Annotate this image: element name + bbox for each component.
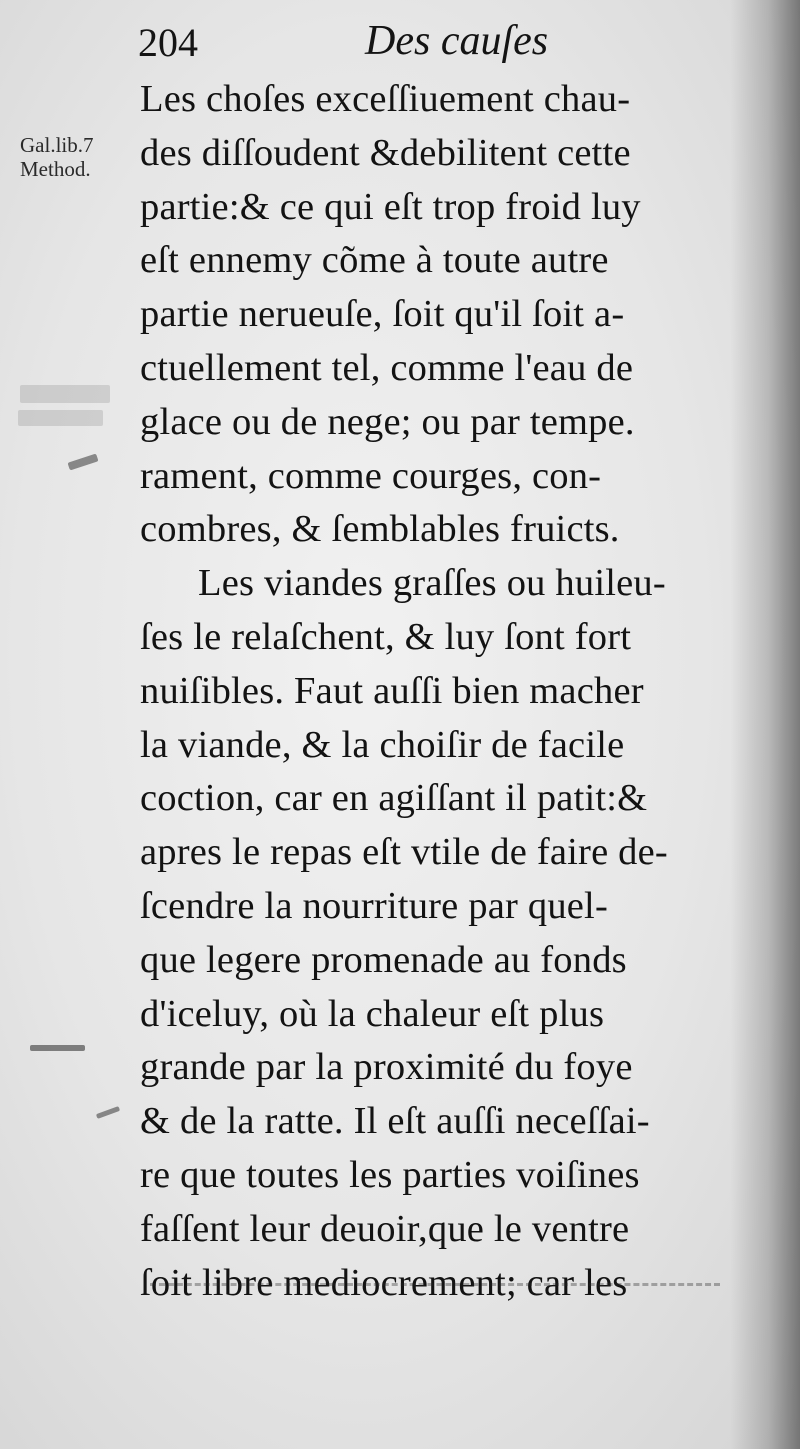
text-line: nuiſibles. Faut auſſi bien macher	[140, 669, 644, 712]
text-line: partie:& ce qui eſt trop froid luy	[140, 185, 641, 228]
show-through-mark	[18, 410, 103, 426]
text-line: faſſent leur deuoir,que le ventre	[140, 1207, 630, 1250]
text-line: Les choſes exceſſiuement chau-	[140, 78, 631, 120]
marginal-note-line: Method.	[20, 157, 91, 181]
text-line: combres, & ſemblables fruicts.	[140, 508, 620, 551]
marginal-note	[20, 133, 132, 181]
text-line: partie nerueuſe, ſoit qu'il ſoit a-	[140, 293, 625, 336]
text-line: eſt ennemy cõme à toute autre	[140, 239, 609, 282]
text-line: que legere promenade au fonds	[140, 938, 627, 981]
text-line: rament, comme courges, con-	[140, 454, 602, 497]
text-line: ſoit libre mediocrement; car les	[140, 1261, 628, 1304]
text-line: ſcendre la nourriture par quel-	[140, 884, 608, 927]
running-title: Des cauſes	[365, 18, 549, 64]
page-edge-shadow	[730, 0, 800, 1449]
text-line: ſes le relaſchent, & luy ſont fort	[140, 615, 632, 658]
text-line: re que toutes les parties voiſines	[140, 1153, 640, 1196]
marginal-note-line: Gal.lib.7	[20, 133, 94, 157]
ink-mark	[96, 1106, 120, 1119]
ink-mark	[30, 1045, 85, 1051]
text-line: des diſſoudent &debilitent cette	[140, 131, 631, 174]
paragraph-start-line: Les viandes graſſes ou huileu-	[198, 562, 666, 605]
ink-mark	[67, 454, 98, 471]
page-header	[135, 18, 735, 68]
text-line: & de la ratte. Il eſt auſſi neceſſai-	[140, 1100, 650, 1143]
page-number: 204	[138, 20, 198, 65]
show-through-mark	[20, 385, 110, 403]
text-line: apres le repas eſt vtile de faire de-	[140, 831, 668, 874]
text-line: coction, car en agiſſant il patit:&	[140, 777, 648, 820]
text-line: ctuellement tel, comme l'eau de	[140, 346, 634, 389]
faded-print-line	[150, 1283, 720, 1296]
text-line: d'iceluy, où la chaleur eſt plus	[140, 992, 605, 1035]
text-line: la viande, & la choiſir de facile	[140, 723, 625, 766]
body-text	[140, 73, 740, 1310]
text-line: glace ou de nege; ou par tempe.	[140, 400, 635, 443]
text-line: grande par la proximité du foye	[140, 1046, 633, 1089]
